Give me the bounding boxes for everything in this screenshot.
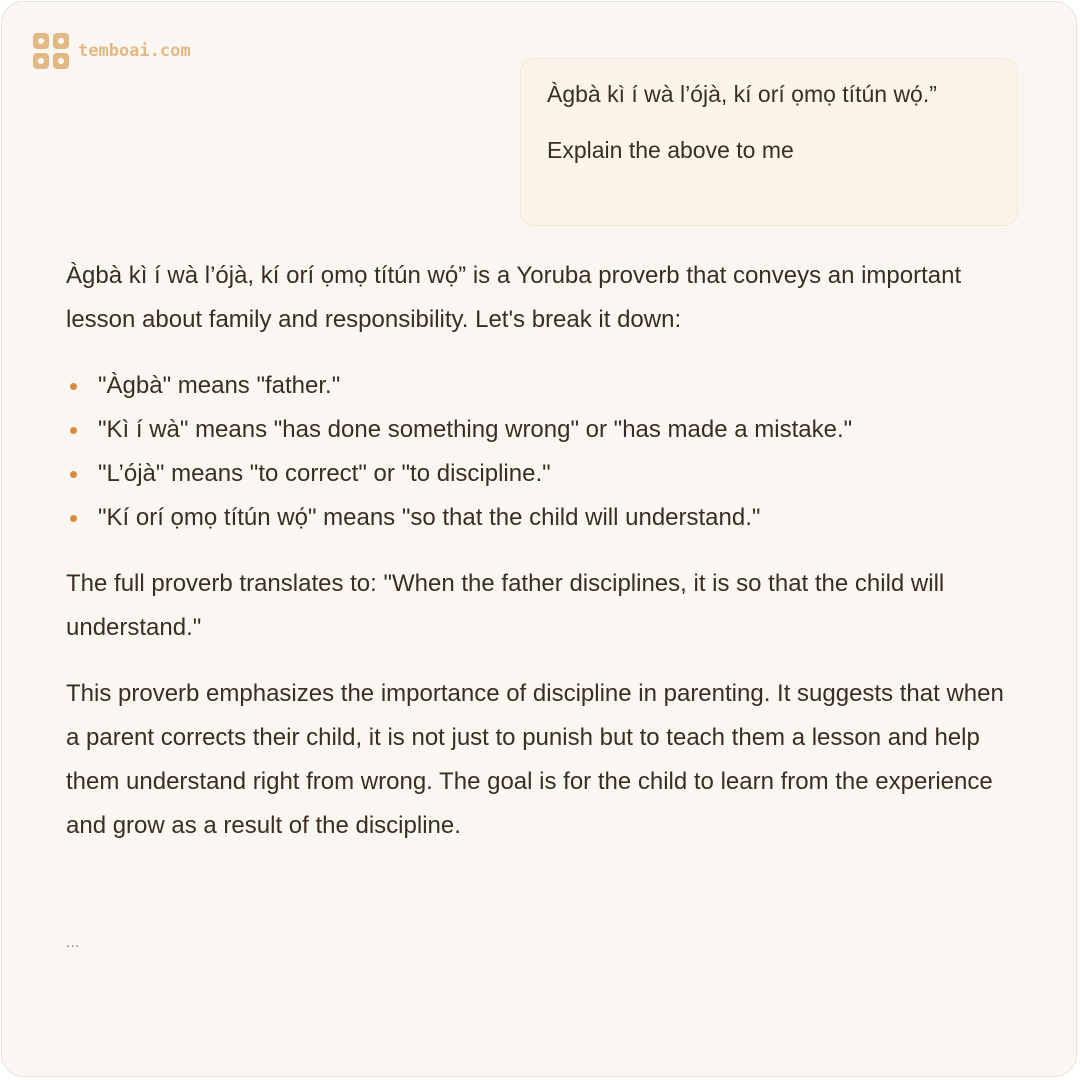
bullet-icon (70, 515, 77, 522)
answer-translation: The full proverb translates to: "When the father disciplines, it is so that the child will understand." (66, 570, 945, 641)
user-message-bubble (520, 58, 1018, 226)
list-item-text: "Kì í wà" means "has done something wrong" or "has made a mistake." (98, 416, 853, 443)
answer-explanation: This proverb emphasizes the importance of discipline in parenting. It suggests that when a parent corrects their child, it is not just to punish but to teach them a lesson and help them understand right from wrong. The goal is for the child to learn from the experience and grow as a result of the discipline. (66, 680, 1004, 839)
chat-window (1, 1, 1077, 1077)
brand-logo (33, 33, 191, 69)
list-item-text: "Àgbà" means "father." (98, 372, 341, 399)
breakdown-list (66, 364, 1006, 540)
answer-intro: Àgbà kì í wà l’ójà, kí orí ọmọ títún wọ́” is a Yoruba proverb that conveys an important lesson about family and responsibility. Let's break it down: (66, 262, 962, 333)
list-item-text: "L’ójà" means "to correct" or "to discipline." (98, 460, 551, 487)
bullet-icon (70, 471, 77, 478)
truncation-ellipsis: ... (66, 934, 80, 951)
bullet-icon (70, 427, 77, 434)
brand-name: temboai.com (78, 41, 191, 61)
list-item (66, 496, 1006, 540)
list-item-text: "Kí orí ọmọ títún wọ́" means "so that the child will understand." (98, 504, 761, 531)
logo-icon (33, 33, 69, 69)
assistant-message (66, 254, 1006, 870)
list-item (66, 364, 1006, 408)
list-item (66, 408, 1006, 452)
bullet-icon (70, 383, 77, 390)
list-item (66, 452, 1006, 496)
user-message-line: Àgbà kì í wà l’ójà, kí orí ọmọ títún wọ́.” (547, 81, 937, 107)
user-message-line: Explain the above to me (547, 137, 794, 163)
